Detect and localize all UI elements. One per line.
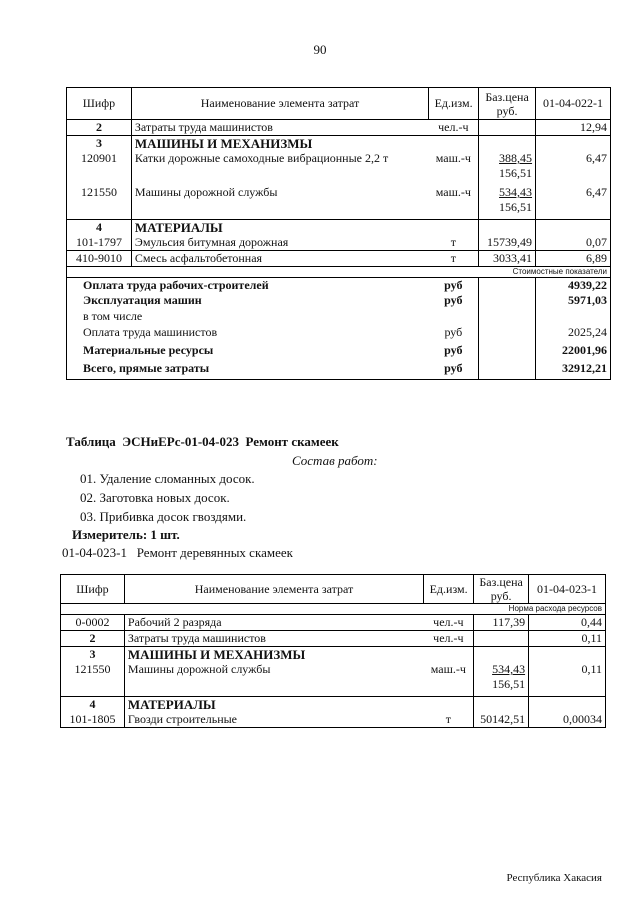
row-unit: маш.-ч bbox=[435, 151, 471, 165]
row-name: МАШИНЫ И МЕХАНИЗМЫ bbox=[124, 647, 423, 663]
cost-unit: руб bbox=[429, 361, 479, 379]
row-code: 3 bbox=[61, 647, 125, 663]
cost-label: Оплата труда машинистов bbox=[67, 325, 429, 343]
row-price bbox=[474, 631, 529, 647]
row-price: 15739,49 bbox=[479, 235, 536, 251]
table-row bbox=[67, 151, 611, 185]
row-unit: т bbox=[450, 234, 456, 249]
col-price-header: Баз.цена руб. bbox=[479, 88, 536, 120]
cost-unit: руб bbox=[444, 325, 463, 339]
row-value: 6,89 bbox=[536, 250, 611, 266]
row-code: 4 bbox=[67, 219, 132, 235]
col-price-header: Баз.цена руб. bbox=[474, 575, 529, 604]
row-code: 0-0002 bbox=[61, 615, 125, 631]
table-subheader bbox=[61, 604, 606, 615]
table-row bbox=[61, 631, 606, 647]
resource-norm-label: Норма расхода ресурсов bbox=[61, 604, 606, 615]
row-value: 0,44 bbox=[529, 615, 606, 631]
work-item: 03. Прибивка досок гвоздями. bbox=[80, 509, 247, 524]
cost-row bbox=[67, 343, 611, 361]
table-row bbox=[67, 136, 611, 152]
table-row bbox=[61, 615, 606, 631]
row-code: 121550 bbox=[61, 662, 125, 696]
table-row bbox=[67, 120, 611, 136]
row-price: 534,43 156,51 bbox=[474, 662, 529, 696]
works-title: Состав работ: bbox=[292, 453, 378, 468]
table-row bbox=[61, 712, 606, 728]
row-name: Смесь асфальтобетонная bbox=[131, 250, 428, 266]
table-header bbox=[67, 88, 611, 120]
row-value: 0,07 bbox=[536, 235, 611, 251]
cost-unit: руб bbox=[444, 277, 463, 292]
cost-row bbox=[67, 309, 611, 325]
cost-value: 2025,24 bbox=[536, 325, 611, 343]
section-title: Таблица ЭСНиЕРс-01-04-023 Ремонт скамеек bbox=[66, 434, 339, 449]
cost-label: Оплата труда рабочих-строителей bbox=[67, 277, 429, 293]
table-row bbox=[67, 235, 611, 251]
table-subheader bbox=[67, 266, 611, 277]
table-row bbox=[67, 250, 611, 266]
row-code: 2 bbox=[67, 120, 132, 136]
cost-table-1 bbox=[66, 87, 611, 380]
row-price: 50142,51 bbox=[474, 712, 529, 728]
row-price: 388,45 156,51 bbox=[479, 151, 536, 185]
row-code: 101-1797 bbox=[67, 235, 132, 251]
row-unit: чел.-ч bbox=[429, 120, 479, 136]
row-value: 0,11 bbox=[529, 631, 606, 647]
row-price: 117,39 bbox=[474, 615, 529, 631]
row-code: 121550 bbox=[67, 185, 132, 219]
row-unit: т bbox=[424, 712, 474, 728]
col-norm-header: 01-04-022-1 bbox=[536, 88, 611, 120]
footer-text: Республика Хакасия bbox=[506, 872, 602, 884]
row-name: Машины дорожной службы bbox=[124, 662, 423, 696]
row-price: 534,43 156,51 bbox=[479, 185, 536, 219]
col-name-header: Наименование элемента затрат bbox=[131, 88, 428, 120]
cost-row bbox=[67, 293, 611, 309]
row-name: Затраты труда машинистов bbox=[131, 120, 428, 136]
row-name: МАТЕРИАЛЫ bbox=[124, 696, 423, 712]
col-unit-header: Ед.изм. bbox=[429, 88, 479, 120]
item-title: 01-04-023-1 Ремонт деревянных скамеек bbox=[62, 545, 293, 560]
cost-value: 5971,03 bbox=[536, 293, 611, 309]
col-unit-header: Ед.изм. bbox=[424, 575, 474, 604]
table-row bbox=[61, 662, 606, 696]
row-name: Затраты труда машинистов bbox=[124, 631, 423, 647]
col-norm-header: 01-04-023-1 bbox=[529, 575, 606, 604]
row-code: 410-9010 bbox=[67, 250, 132, 266]
cost-row bbox=[67, 277, 611, 293]
work-item: 02. Заготовка новых досок. bbox=[80, 490, 230, 505]
row-name: Гвозди строительные bbox=[124, 712, 423, 728]
row-value: 6,47 bbox=[536, 151, 611, 185]
row-value: 12,94 bbox=[536, 120, 611, 136]
cost-table-2 bbox=[60, 574, 606, 728]
row-value: 6,47 bbox=[536, 185, 611, 219]
row-code: 120901 bbox=[67, 151, 132, 185]
row-value: 0,00034 bbox=[529, 712, 606, 728]
row-unit: маш.-ч bbox=[430, 662, 466, 676]
table-row bbox=[61, 696, 606, 712]
cost-value: 4939,22 bbox=[536, 277, 611, 293]
cost-value: 22001,96 bbox=[536, 343, 611, 361]
row-name: Катки дорожные самоходные вибрационные 2,2 т bbox=[131, 151, 428, 185]
row-code: 2 bbox=[61, 631, 125, 647]
cost-row bbox=[67, 325, 611, 343]
row-name: Рабочий 2 разряда bbox=[124, 615, 423, 631]
cost-label: Материальные ресурсы bbox=[67, 343, 429, 361]
row-name: МАШИНЫ И МЕХАНИЗМЫ bbox=[131, 136, 428, 152]
row-unit: чел.-ч bbox=[424, 631, 474, 647]
row-value: 0,11 bbox=[529, 662, 606, 696]
col-code-header: Шифр bbox=[61, 575, 125, 604]
table-header bbox=[61, 575, 606, 604]
row-code: 101-1805 bbox=[61, 712, 125, 728]
table-row bbox=[67, 185, 611, 219]
row-price bbox=[479, 120, 536, 136]
col-name-header: Наименование элемента затрат bbox=[124, 575, 423, 604]
work-item: 01. Удаление сломанных досок. bbox=[80, 471, 255, 486]
row-code: 3 bbox=[67, 136, 132, 152]
cost-label: Всего, прямые затраты bbox=[67, 361, 429, 379]
table-row bbox=[67, 219, 611, 235]
row-price: 3033,41 bbox=[479, 250, 536, 266]
row-unit: маш.-ч bbox=[435, 185, 471, 199]
cost-indicators-label: Стоимостные показатели bbox=[67, 266, 611, 277]
col-code-header: Шифр bbox=[67, 88, 132, 120]
cost-label: в том числе bbox=[67, 309, 429, 325]
row-name: Эмульсия битумная дорожная bbox=[131, 235, 428, 251]
cost-value: 32912,21 bbox=[536, 361, 611, 379]
cost-unit: руб bbox=[444, 293, 463, 307]
row-code: 4 bbox=[61, 696, 125, 712]
row-name: Машины дорожной службы bbox=[131, 185, 428, 219]
row-unit: т bbox=[429, 250, 479, 266]
measure-unit: Измеритель: 1 шт. bbox=[72, 527, 180, 542]
cost-value bbox=[536, 309, 611, 325]
table-row bbox=[61, 647, 606, 663]
cost-row bbox=[67, 361, 611, 379]
cost-unit bbox=[429, 309, 479, 325]
row-name: МАТЕРИАЛЫ bbox=[131, 219, 428, 235]
cost-unit: руб bbox=[444, 343, 463, 357]
page-number: 90 bbox=[313, 42, 327, 57]
cost-label: Эксплуатация машин bbox=[67, 293, 429, 309]
row-unit: чел.-ч bbox=[424, 615, 474, 631]
